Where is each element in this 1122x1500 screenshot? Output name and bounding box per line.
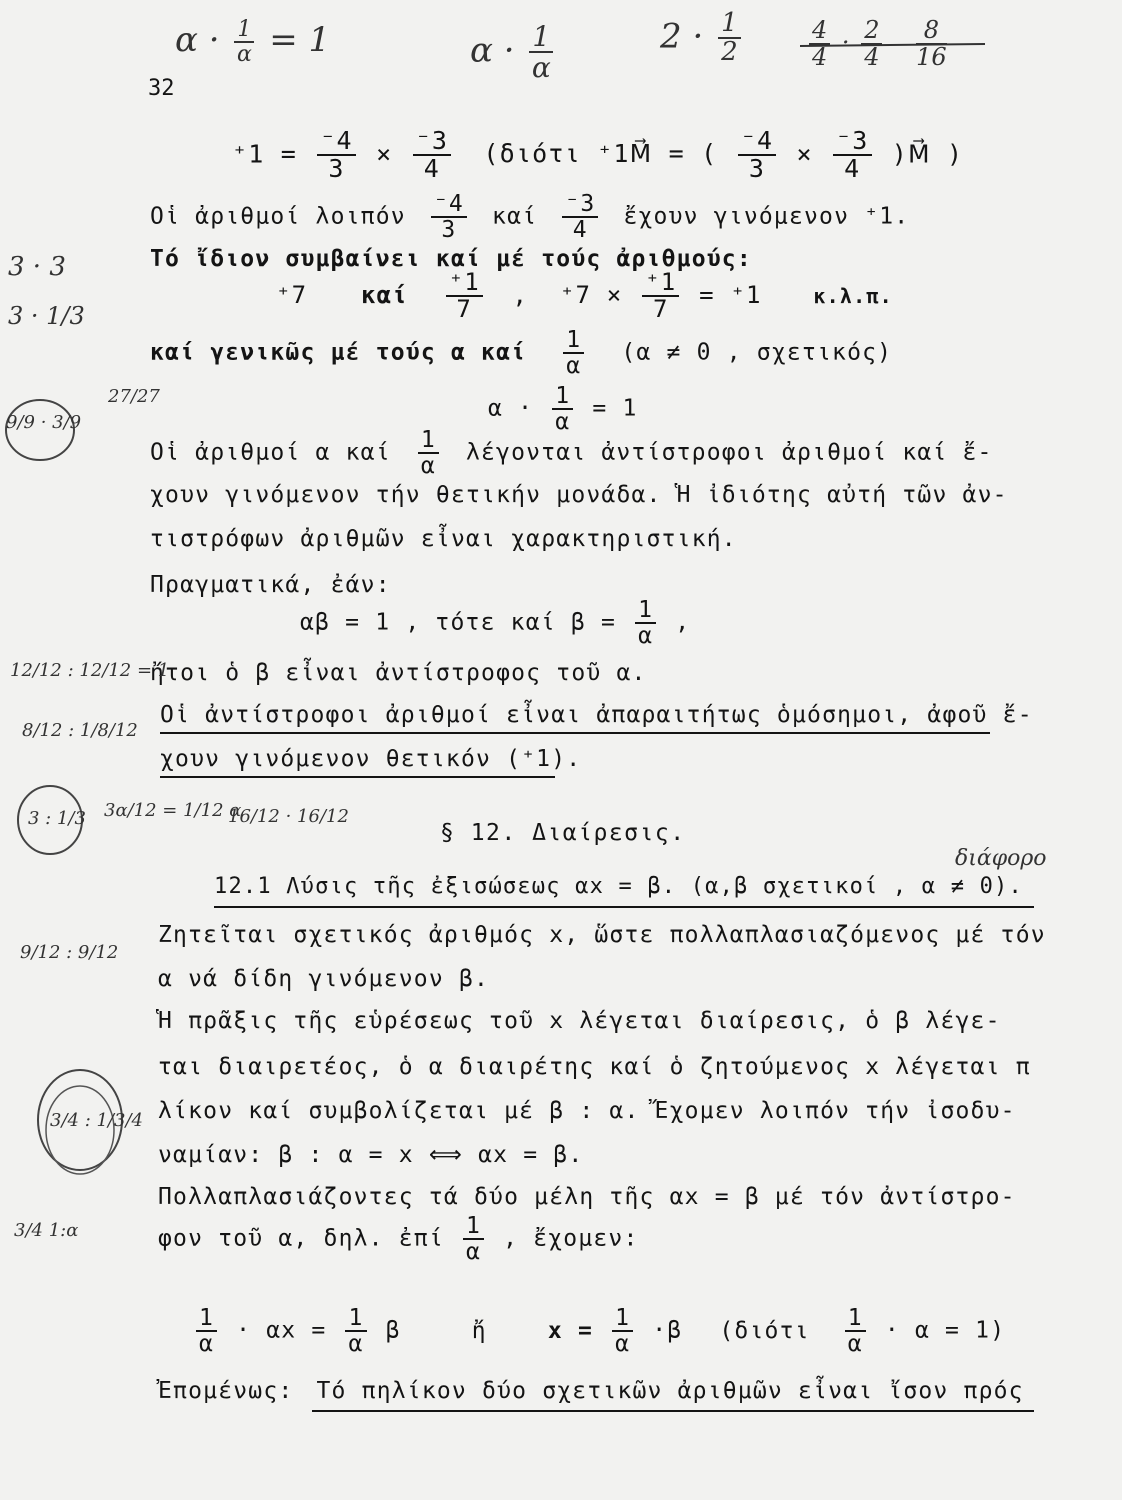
eq-text: καί (360, 281, 408, 310)
frac-num: 8 (916, 18, 947, 45)
eq-text: · αx = (236, 1317, 327, 1344)
text-line: α νά δίδη γινόμενον β. (158, 966, 490, 992)
text-line: τιστρόφων ἀριθμῶν εἶναι χαρακτηριστική. (150, 526, 737, 552)
frac-num: 1 (635, 598, 656, 624)
equation-unit (300, 598, 690, 648)
margin-note: 3/4 1:α (14, 1220, 79, 1241)
frac-den: 16 (916, 43, 947, 72)
fraction (563, 328, 584, 378)
text-line: Τό ἴδιον συμβαίνει καί μέ τούς ἀριθμούς: (150, 246, 752, 272)
eq-text: β (385, 1317, 401, 1344)
margin-note: 3 · 3 (8, 252, 66, 282)
fraction (562, 192, 598, 242)
note-text: 2 · (660, 16, 704, 57)
frac-den: α (638, 623, 654, 650)
margin-note: 12/12 : 12/12 = 1 (10, 660, 170, 681)
text-span: , ἔχομεν: (503, 1225, 639, 1252)
frac-num: 2 (861, 18, 882, 45)
eq-text: (διότι ⁺1M⃗ = ( (483, 139, 718, 169)
frac-den: α (420, 453, 436, 480)
text-span: λέγονται ἀντίστροφοι ἀριθμοί καί ἔ- (465, 439, 993, 466)
fraction (845, 1306, 866, 1356)
frac-num: ⁻3 (833, 128, 872, 156)
text-span: Τό πηλίκον δύο σχετικῶν ἀριθμῶν εἶναι ἴσον πρός (316, 1378, 1024, 1404)
frac-num: 4 (809, 18, 830, 45)
frac-den: α (199, 1331, 215, 1358)
text-line: Πολλαπλασιάζοντες τά δύο μέλη τῆς αx = β μέ τόν ἀντίστρο- (158, 1184, 1016, 1210)
frac-den: α (555, 409, 571, 436)
frac-den: 3 (441, 217, 457, 244)
text-line: Οἱ ἀντίστροφοι ἀριθμοί εἶναι ἀπαραιτήτως ὁμόσημοι, ἀφοῦ ἔ- (160, 702, 1033, 728)
frac-num: 1 (612, 1306, 633, 1332)
fraction (612, 1306, 633, 1356)
frac-num: ⁻4 (738, 128, 777, 156)
fraction (642, 270, 679, 322)
margin-note: 8/12 : 1/8/12 (22, 720, 138, 741)
note-fraction (809, 18, 830, 70)
eq-text: )M⃗ ) (891, 139, 964, 169)
frac-num: 1 (345, 1306, 366, 1332)
subsection-title: 12.1 Λύσις τῆς ἐξισώσεως αx = β. (α,β σχετικοί , α ≠ 0). (214, 874, 1023, 899)
frac-num: ⁺1 (446, 270, 483, 297)
frac-den: 7 (652, 295, 669, 324)
text-line (150, 428, 993, 478)
top-note-2 (470, 22, 557, 83)
text-line: ται διαιρετέος, ὁ α διαιρέτης καί ὁ ζητούμενος x λέγεται π (158, 1054, 1031, 1080)
text-line: Πραγματικά, ἐάν: (150, 572, 391, 598)
frac-num: ⁻3 (413, 128, 452, 156)
eq-text: × (376, 139, 393, 169)
frac-num: ⁺1 (642, 270, 679, 297)
note-fraction (861, 18, 882, 70)
text-line: ἤτοι ὁ β εἶναι ἀντίστροφος τοῦ α. (150, 660, 647, 686)
eq-text: · α = 1) (884, 1317, 1006, 1344)
eq-text: ⁺7 (276, 281, 308, 310)
frac-num: 1 (718, 10, 741, 39)
frac-den: α (847, 1331, 863, 1358)
text-line: χουν γινόμενον θετικόν (⁺1). (160, 746, 582, 772)
subsection-hand-note: διάφορο (955, 846, 1047, 871)
frac-den: 2 (721, 37, 738, 68)
note-text: = 1 (269, 20, 331, 61)
fraction (833, 128, 872, 183)
text-line: χουν γινόμενον τήν θετικήν μονάδα. Ἡ ἰδιότης αὐτή τῶν ἀν- (150, 482, 1008, 508)
frac-den: 3 (748, 154, 766, 184)
note-fraction (529, 22, 553, 83)
margin-note: 3 : 1/3 (28, 808, 86, 829)
frac-den: 4 (572, 217, 588, 244)
eq-text: ⁺7 × (559, 281, 623, 310)
underline (214, 906, 1034, 908)
fraction (317, 128, 356, 183)
text-line: ναμίαν: β : α = x ⟺ αx = β. (158, 1142, 584, 1168)
frac-num: 1 (418, 428, 439, 454)
text-span: Οἱ ἀριθμοί λοιπόν (150, 203, 406, 230)
eq-text: κ.λ.π. (813, 284, 893, 309)
frac-num: 1 (552, 384, 573, 410)
section-title: § 12. Διαίρεσις. (440, 820, 686, 846)
underline (160, 776, 555, 778)
frac-num: ⁻4 (317, 128, 356, 156)
fraction (413, 128, 452, 183)
underline (160, 732, 990, 734)
frac-num: ⁻4 (431, 192, 467, 218)
fraction (418, 428, 439, 478)
text-line (150, 328, 892, 378)
frac-num: 1 (234, 18, 254, 43)
margin-note: 9/12 : 9/12 (20, 942, 119, 963)
frac-num: 1 (529, 22, 553, 53)
note-text: α · (175, 20, 220, 61)
eq-text: = ⁺1 (699, 281, 762, 310)
eq-text: ⁺1 = (232, 139, 298, 169)
text-line: Ζητεῖται σχετικός ἀριθμός x, ὥστε πολλαπλασιαζόμενος μέ τόν (158, 922, 1046, 948)
margin-note: 27/27 (108, 386, 160, 407)
eq-text: , (512, 281, 529, 310)
equation-unit (192, 1306, 1005, 1356)
frac-den: 4 (864, 43, 880, 72)
frac-num: 1 (563, 328, 584, 354)
text-line: Ἡ πρᾶξις τῆς εὑρέσεως τοῦ x λέγεται διαίρεσις, ὁ β λέγε- (158, 1008, 1001, 1034)
note-fraction (916, 18, 947, 70)
top-note-4 (805, 18, 951, 70)
fraction (196, 1306, 217, 1356)
eq-text: = 1 (592, 395, 638, 422)
fraction (738, 128, 777, 183)
text-span: ἔχουν γινόμενον ⁺1. (623, 203, 910, 230)
margin-note: 3α/12 = 1/12 α (104, 800, 242, 821)
eq-text: ἤ (471, 1317, 487, 1344)
frac-den: α (236, 42, 252, 68)
eq-text: x = (547, 1317, 594, 1344)
frac-den: 7 (456, 295, 473, 324)
frac-den: 4 (812, 43, 828, 72)
text-span: Οἱ ἀριθμοί α καί (150, 439, 391, 466)
text-span: καί γενικῶς μέ τούς α καί (150, 339, 527, 366)
text-span: Ἐπομένως: (158, 1378, 294, 1404)
frac-den: 4 (423, 154, 440, 184)
margin-note: 16/12 · 16/12 (228, 806, 349, 827)
frac-den: 4 (844, 154, 861, 184)
page-number: 32 (148, 76, 175, 101)
frac-num: 1 (845, 1306, 866, 1332)
note-text: · (841, 28, 850, 57)
text-line (158, 1378, 1024, 1404)
equation-unit (488, 384, 638, 434)
eq-text: , (675, 609, 691, 636)
top-note-1 (175, 18, 330, 66)
margin-note: 3/4 : 1/3/4 (50, 1110, 143, 1131)
fraction (431, 192, 467, 242)
margin-note: 9/9 · 3/9 (6, 412, 82, 433)
frac-den: α (566, 353, 582, 380)
margin-note: 3 · 1/3 (8, 302, 85, 330)
frac-den: α (615, 1331, 631, 1358)
note-text: α · (470, 30, 515, 71)
frac-den: α (465, 1239, 482, 1266)
fraction (463, 1214, 484, 1264)
frac-den: 3 (328, 154, 345, 184)
frac-num: ⁻3 (562, 192, 598, 218)
fraction (446, 270, 483, 322)
eq-text: (διότι (719, 1317, 810, 1344)
frac-num: 1 (463, 1214, 484, 1240)
frac-num: 1 (196, 1306, 217, 1332)
fraction (635, 598, 656, 648)
note-fraction (234, 18, 254, 66)
frac-den: α (531, 51, 551, 85)
top-note-3 (660, 10, 745, 67)
note-fraction (718, 10, 741, 67)
eq-text: α · (488, 395, 534, 422)
text-line (150, 192, 909, 242)
eq-text: αβ = 1 , τότε καί β = (300, 609, 616, 636)
text-span: καί (492, 203, 538, 230)
text-line (158, 1214, 639, 1264)
equation-unit (232, 128, 963, 183)
underline (312, 1410, 1034, 1412)
text-span: φον τοῦ α, δηλ. ἐπί (158, 1225, 444, 1252)
fraction (552, 384, 573, 434)
text-line: λίκον καί συμβολίζεται μέ β : α. Ἔχομεν λοιπόν τήν ἰσοδυ- (158, 1098, 1016, 1124)
eq-text: × (796, 139, 813, 169)
equation-unit (276, 270, 893, 322)
frac-den: α (348, 1331, 364, 1358)
eq-text: ·β (652, 1317, 683, 1344)
fraction (345, 1306, 366, 1356)
text-span: (α ≠ 0 , σχετικός) (621, 339, 893, 366)
